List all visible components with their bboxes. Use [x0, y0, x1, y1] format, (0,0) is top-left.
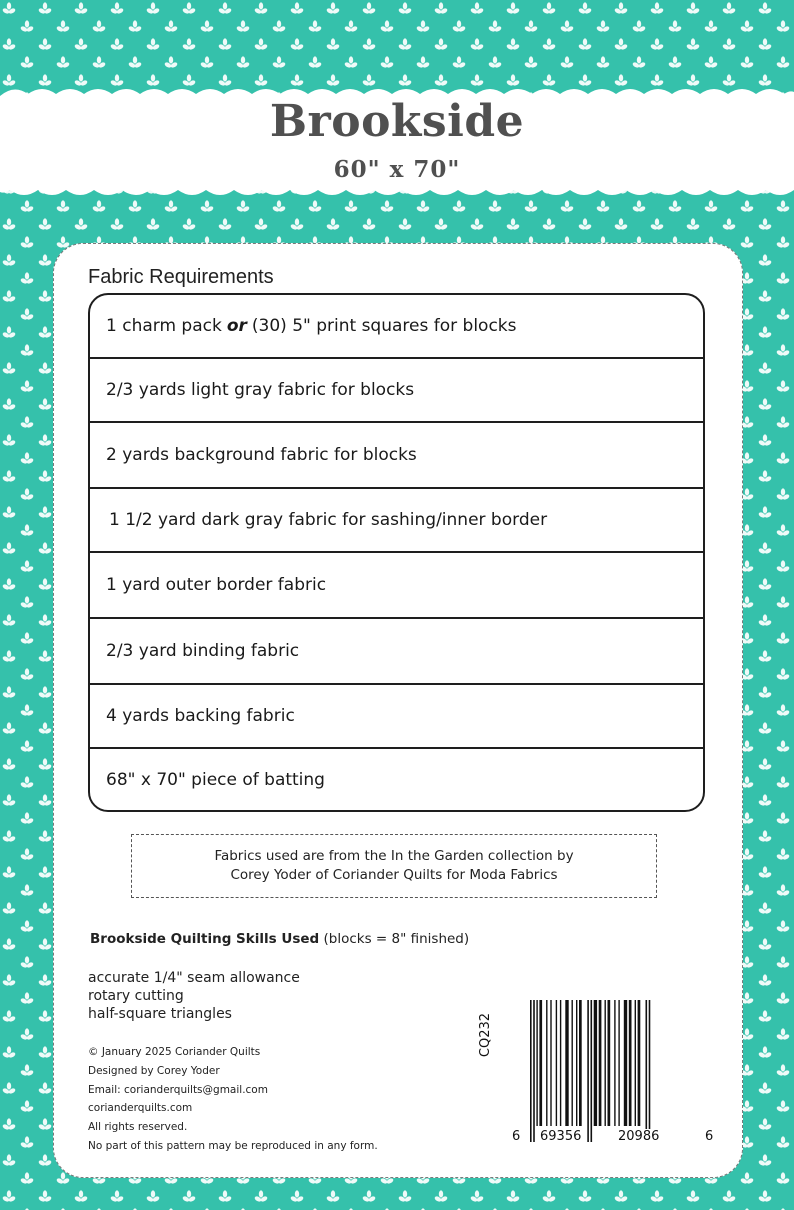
skills-heading [90, 931, 469, 947]
barcode-bar [539, 1000, 542, 1126]
skill-item: accurate 1/4" seam allowance [88, 970, 300, 986]
barcode-bar [536, 1000, 537, 1126]
requirement-row [90, 295, 703, 359]
pattern-title: Brookside [269, 96, 525, 147]
barcode-bar [599, 1000, 602, 1126]
requirement-text: 2/3 yards light gray fabric for blocks [106, 380, 415, 400]
barcode-bar [629, 1000, 632, 1126]
barcode-bar [576, 1000, 577, 1126]
requirement-emphasis: or [226, 316, 247, 336]
barcode-bar [635, 1000, 636, 1126]
requirement-text: 2 yards background fabric for blocks [106, 445, 417, 465]
fabric-collection-note [131, 834, 657, 898]
credits-block [88, 1043, 378, 1156]
requirement-row [90, 685, 703, 749]
barcode-digit-first: 6 [512, 1129, 521, 1144]
upc-barcode [500, 1000, 714, 1156]
fabric-note-line: Corey Yoder of Coriander Quilts for Moda Fabrics [230, 867, 558, 883]
barcode-bar [550, 1000, 551, 1126]
requirement-row [90, 359, 703, 423]
barcode-digit-last: 6 [705, 1129, 714, 1144]
requirement-text: 1 yard outer border fabric [106, 575, 327, 595]
requirement-row [90, 423, 703, 489]
requirement-text: 1 1/2 yard dark gray fabric for sashing/inner border [109, 510, 548, 530]
email-line: Email: corianderquilts@gmail.com [88, 1083, 268, 1096]
requirement-text: 2/3 yard binding fabric [106, 641, 300, 661]
barcode-bar [560, 1000, 561, 1126]
skills-heading-note: (blocks = 8" finished) [319, 931, 470, 947]
copyright-notice-line: No part of this pattern may be reproduced in any form. [88, 1139, 378, 1152]
barcode-guard-bar [533, 1000, 535, 1142]
barcode-guard-bar [587, 1000, 589, 1142]
quilt-size: 60" x 70" [333, 156, 461, 183]
requirement-text: 68" x 70" piece of batting [106, 769, 325, 790]
barcode-bar [638, 1000, 641, 1126]
barcode-bar [579, 1000, 582, 1126]
product-code: CQ232 [478, 1012, 493, 1058]
copyright-line: © January 2025 Coriander Quilts [88, 1046, 261, 1058]
barcode-digits-right: 20986 [618, 1129, 660, 1144]
requirement-text: 1 charm pack [106, 316, 222, 336]
rights-line: All rights reserved. [88, 1121, 188, 1134]
barcode-bar [614, 1000, 615, 1126]
barcode-bar [556, 1000, 557, 1126]
barcode-bar [608, 1000, 611, 1126]
barcode-guard-bar [530, 1000, 532, 1142]
skills-list [88, 969, 300, 1023]
barcode-bar [572, 1000, 573, 1126]
skill-item: rotary cutting [88, 988, 184, 1004]
skill-item: half-square triangles [88, 1006, 232, 1022]
requirement-row [90, 553, 703, 619]
barcode-bar [624, 1000, 627, 1126]
requirement-row [90, 749, 703, 810]
website-line: corianderquilts.com [88, 1102, 193, 1115]
barcode-bar [618, 1000, 619, 1126]
requirement-row [90, 489, 703, 553]
barcode-guard-bar [646, 1000, 648, 1142]
fabric-note-line: Fabrics used are from the In the Garden collection by [214, 848, 574, 864]
barcode-bar [605, 1000, 606, 1126]
designer-line: Designed by Corey Yoder [88, 1064, 220, 1077]
requirement-text: (30) 5" print squares for blocks [251, 316, 517, 336]
barcode-guard-bar [591, 1000, 593, 1142]
barcode-bar [546, 1000, 547, 1126]
barcode-digits-left: 69356 [540, 1129, 582, 1144]
requirement-text: 4 yards backing fabric [106, 706, 295, 726]
fabric-requirements-table [88, 293, 705, 812]
requirement-row [90, 619, 703, 685]
barcode-bar [594, 1000, 597, 1126]
fabric-requirements-heading: Fabric Requirements [88, 266, 274, 288]
barcode-guard-bar [649, 1000, 651, 1142]
barcode-bar [565, 1000, 568, 1126]
skills-heading-title: Brookside Quilting Skills Used [90, 931, 320, 947]
